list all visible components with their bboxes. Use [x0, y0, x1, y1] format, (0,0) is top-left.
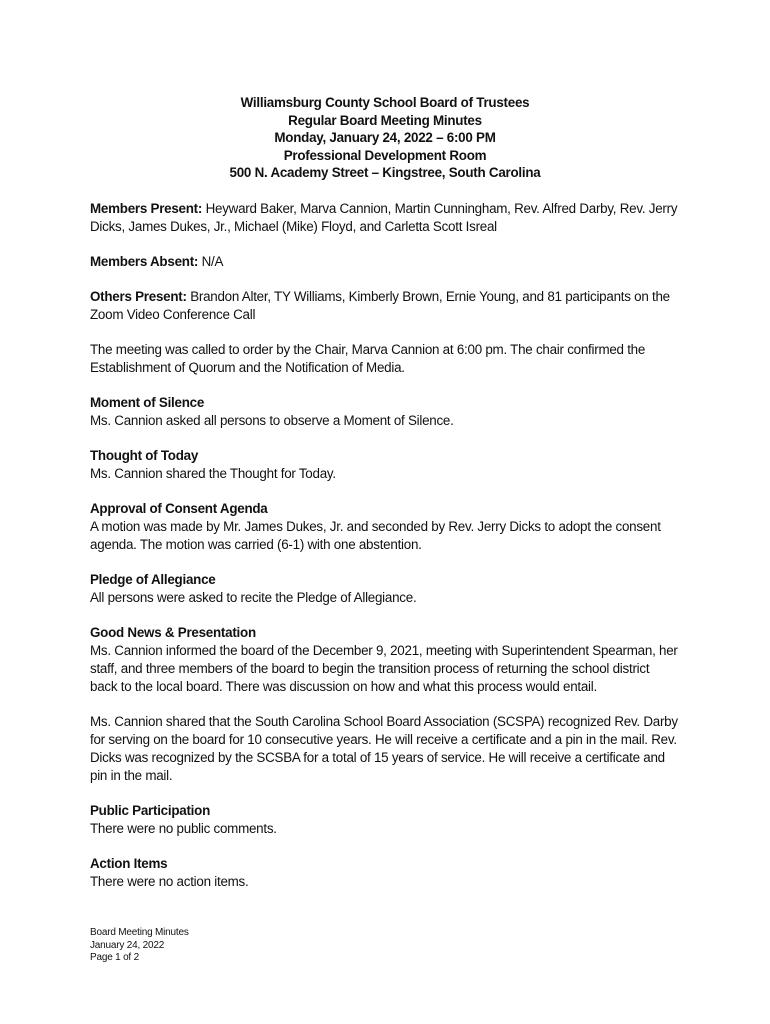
- section-body: There were no action items.: [90, 873, 249, 889]
- others-present-text: Brandon Alter, TY Williams, Kimberly Brown, Ernie Young, and 81 participants on the Zoom Video Conference Call: [90, 288, 670, 322]
- members-absent-paragraph: [90, 253, 680, 271]
- header-address: 500 N. Academy Street – Kingstree, South Carolina: [229, 165, 541, 180]
- others-present-label: Others Present:: [90, 288, 187, 304]
- section-public-participation: [90, 802, 680, 838]
- members-absent-label: Members Absent:: [90, 253, 199, 269]
- section-body: Ms. Cannion shared the Thought for Today.: [90, 465, 336, 481]
- section-body: All persons were asked to recite the Pledge of Allegiance.: [90, 589, 417, 605]
- page-footer: [90, 927, 189, 965]
- document-body: [90, 94, 680, 908]
- section-title: Pledge of Allegiance: [90, 571, 216, 587]
- call-to-order-paragraph: The meeting was called to order by the Chair, Marva Cannion at 6:00 pm. The chair confirmed the Establishment of Quorum and the Notification of Media.: [90, 341, 646, 375]
- header-meeting-type: Regular Board Meeting Minutes: [288, 112, 482, 128]
- section-title: Thought of Today: [90, 447, 199, 463]
- header-date-time: Monday, January 24, 2022 – 6:00 PM: [274, 130, 496, 145]
- section-good-news: [90, 624, 680, 696]
- section-pledge-of-allegiance: [90, 571, 680, 607]
- header-room: Professional Development Room: [283, 147, 487, 163]
- section-body: There were no public comments.: [90, 820, 277, 836]
- section-action-items: [90, 855, 680, 891]
- section-title: Action Items: [90, 855, 168, 871]
- document-header: [90, 94, 680, 182]
- others-present-paragraph: [90, 288, 680, 324]
- section-title: Moment of Silence: [90, 394, 205, 410]
- section-body: Ms. Cannion asked all persons to observe a Moment of Silence.: [90, 412, 454, 428]
- good-news-paragraph-2: Ms. Cannion shared that the South Carolina School Board Association (SCSPA) recognized Rev. Darby for serving on the board for 10 consecutive years. He will receive a certificate and a pin in the mail. Rev. Dicks was recognized by the SCSBA for a total of 15 years of service. He will receive a certificate and pin in the mail.: [90, 713, 678, 783]
- section-consent-agenda: [90, 500, 680, 554]
- section-moment-of-silence: [90, 394, 680, 430]
- members-present-paragraph: [90, 200, 680, 236]
- section-title: Good News & Presentation: [90, 624, 256, 640]
- section-thought-of-today: [90, 447, 680, 483]
- section-title: Approval of Consent Agenda: [90, 500, 268, 516]
- members-present-label: Members Present:: [90, 200, 203, 216]
- members-absent-text: N/A: [198, 253, 224, 269]
- section-body: Ms. Cannion informed the board of the December 9, 2021, meeting with Superintendent Spearman, her staff, and three members of the board to begin the transition process of returning the school district back to the local board. There was discussion on how and what this process would entail.: [90, 642, 678, 694]
- section-body: A motion was made by Mr. James Dukes, Jr. and seconded by Rev. Jerry Dicks to adopt the consent agenda. The motion was carried (6-1) with one abstention.: [90, 518, 661, 552]
- section-title: Public Participation: [90, 802, 211, 818]
- footer-document-name: Board Meeting Minutes: [90, 927, 189, 938]
- header-organization: Williamsburg County School Board of Trustees: [240, 95, 530, 110]
- footer-date: January 24, 2022: [90, 939, 165, 951]
- members-present-text: Heyward Baker, Marva Cannion, Martin Cunningham, Rev. Alfred Darby, Rev. Jerry Dicks, James Dukes, Jr., Michael (Mike) Floyd, and Carletta Scott Isreal: [90, 200, 678, 234]
- footer-page-number: Page 1 of 2: [90, 952, 139, 963]
